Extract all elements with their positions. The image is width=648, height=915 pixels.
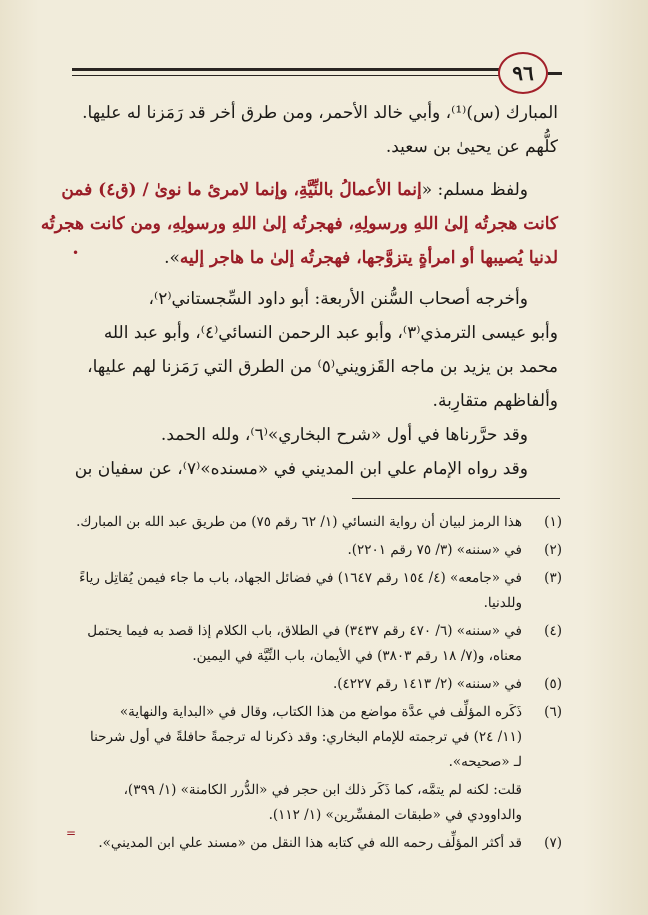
hadith-line: كانت هجرتُه إلىٰ اللهِ ورسولِهِ، فهجرتُه إلىٰ اللهِ ورسولِهِ، ومن كانت هجرتُه (40, 214, 558, 234)
footnote (72, 538, 562, 563)
footnote-line: في «سننه» (٦/ ٤٧٠ رقم ٣٤٣٧) في الطلاق، باب الكلام إذا قصد به فيما يحتمل (87, 623, 522, 639)
paragraph-1 (82, 96, 558, 164)
footnote-line: في «جامعه» (٤/ ١٥٤ رقم ١٦٤٧) في فضائل الجهاد، باب ما جاء فيمن يُقاتِل رياءً (79, 570, 522, 586)
footnote-line: معناه، و(٧/ ١٨ رقم ٣٨٠٣) في الأيمان، باب النِّيَّة في اليمين. (192, 648, 522, 664)
footnote-number: (١) (544, 514, 562, 530)
footnote (72, 510, 562, 535)
footnote (72, 619, 562, 669)
hadith-text: إنما الأعمالُ بالنِّيَّةِ، وإنما لامرئ ما نوىٰ / (ق٤) فمن (61, 180, 422, 200)
page-number: ٩٦ (512, 61, 534, 85)
page-number-badge (498, 52, 548, 94)
footnote-number: (٢) (544, 542, 562, 558)
footnote-line: في «سننه» (٢/ ١٤١٣ رقم ٤٢٢٧). (332, 676, 522, 692)
footnote-continuation (72, 778, 562, 828)
badge-tail (548, 72, 562, 75)
paragraph-4 (100, 418, 558, 452)
text-line: وأخرجه أصحاب السُّنن الأربعة: أبو داود السِّجستاني⁽٢⁾، (148, 289, 528, 309)
footnote-line: في «سننه» (٣/ ٧٥ رقم ٢٢٠١). (347, 542, 522, 558)
footnote-number: (٥) (544, 676, 562, 692)
text-line: المبارك (س)⁽¹⁾، وأبي خالد الأحمر، ومن طرق أخر قد رَمَزنا له عليها. (82, 103, 558, 123)
paragraph-3 (87, 282, 558, 418)
paragraph-2 (40, 173, 558, 275)
footnote-divider (352, 498, 560, 499)
text-line: كلُّهم عن يحيىٰ بن سعيد. (385, 137, 558, 157)
footnote-line: والداوودي في «طبقات المفسِّرين» (١/ ١١٢). (268, 807, 522, 823)
footnote (72, 672, 562, 697)
footnote-line: لـ «صحيحه». (448, 754, 522, 770)
paragraph-5 (74, 452, 558, 486)
footnote-number: (٦) (544, 704, 562, 720)
header-rule-thick (72, 68, 512, 71)
page-header (72, 52, 556, 92)
footnote-number: (٧) (544, 835, 562, 851)
footnote-number: (٣) (544, 570, 562, 586)
footnote-line: وللدنيا. (483, 595, 522, 611)
footnote-line: قد أكثر المؤلِّف رحمه الله في كتابه هذا النقل من «مسند علي ابن المديني». (98, 835, 522, 851)
footnote-line: (١١/ ٢٤) في ترجمته للإمام البخاري: وقد ذكرنا له ترجمةً حافلةً في أول شرحنا (89, 729, 522, 745)
header-rule-thin (72, 75, 512, 76)
footnote-line: قلت: لكنه لم يتمَّه، كما ذَكَر ذلك ابن حجر في «الدُّرر الكامنة» (١/ ٣٩٩)، (123, 782, 522, 798)
footnote (72, 700, 562, 775)
text-line (100, 241, 558, 275)
footnote-line: هذا الرمز لبيان أن رواية النسائي (١/ ٦٢ رقم ٧٥) من طريق عبد الله بن المبارك. (76, 514, 522, 530)
text-line (61, 173, 558, 207)
text-line: وألفاظهم متقارِبة. (432, 391, 558, 411)
footnote-number: (٤) (544, 623, 562, 639)
ornament-mark: • (72, 246, 80, 260)
closing-text: ». (164, 248, 180, 268)
text-line: وأبو عيسى الترمذي⁽٣⁾، وأبو عبد الرحمن النسائي⁽٤⁾، وأبو عبد الله (103, 323, 558, 343)
footnote-number (522, 778, 562, 828)
footnote (72, 566, 562, 616)
text-line: وقد حرَّرناها في أول «شرح البخاري»⁽٦⁾، ولله الحمد. (160, 425, 528, 445)
ornament-mark: = (66, 826, 77, 840)
footnote (72, 831, 562, 856)
intro-text: ولفظ مسلم: « (421, 180, 528, 200)
hadith-text: لدنيا يُصيبها أو امرأةٍ يتزوَّجها، فهجرتُه إلىٰ ما هاجر إليه (179, 248, 558, 268)
text-line: محمد بن يزيد بن ماجه القَزويني⁽٥⁾ من الطرق التي رَمَزنا لهم عليها، (87, 357, 558, 377)
text-line: وقد رواه الإمام علي ابن المديني في «مسنده»⁽٧⁾، عن سفيان بن (74, 459, 528, 479)
footnotes (72, 510, 562, 859)
footnote-line: ذَكَره المؤلِّف في عدَّة مواضع من هذا الكتاب، وقال في «البداية والنهاية» (119, 704, 522, 720)
